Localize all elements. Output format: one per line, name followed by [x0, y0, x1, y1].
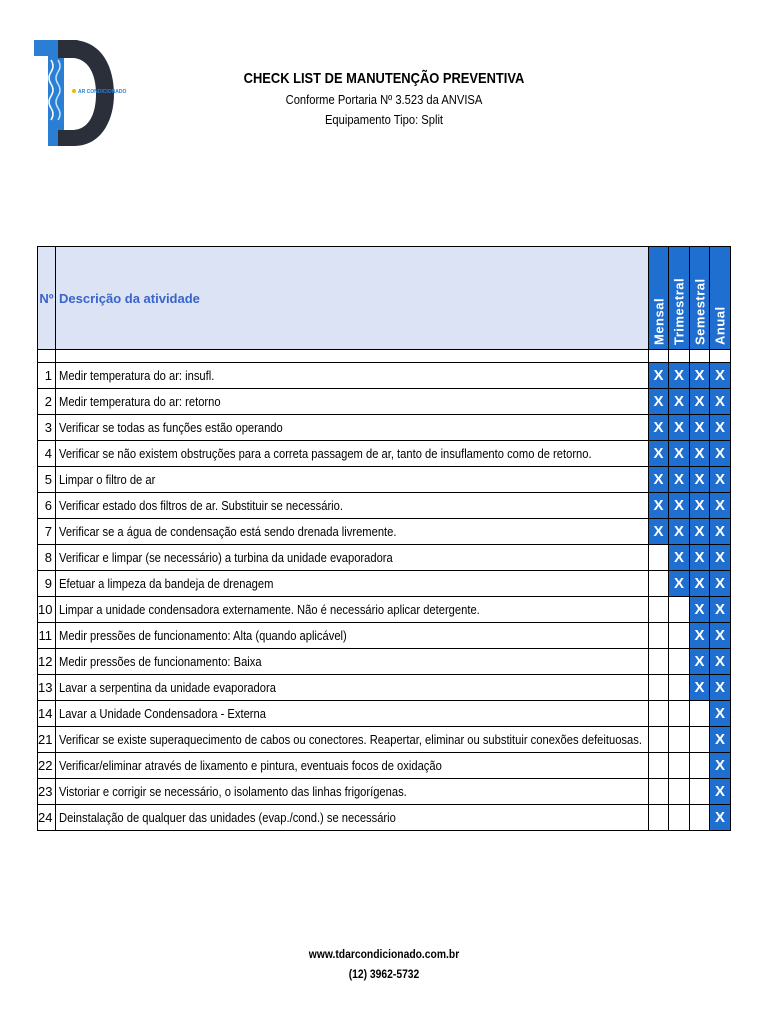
table-row	[38, 623, 731, 649]
column-header-mensal	[649, 247, 669, 350]
row-description	[56, 363, 649, 389]
mark-anual: X	[710, 519, 731, 545]
mark-mensal: X	[649, 467, 669, 493]
row-description	[56, 467, 649, 493]
table-header-row	[38, 247, 731, 350]
row-description	[56, 753, 649, 779]
mark-mensal: X	[649, 493, 669, 519]
empty-mensal	[649, 675, 669, 701]
mark-trimestral: X	[669, 415, 690, 441]
row-description-text: Vistoriar e corrigir se necessário, o isolamento das linhas frigorígenas.	[59, 784, 407, 799]
mark-anual: X	[710, 623, 731, 649]
mark-anual: X	[710, 571, 731, 597]
row-description-text: Limpar o filtro de ar	[59, 472, 156, 487]
mark-mensal: X	[649, 415, 669, 441]
mark-anual: X	[710, 753, 731, 779]
row-description	[56, 701, 649, 727]
empty-trimestral	[669, 623, 690, 649]
mark-anual: X	[710, 415, 731, 441]
empty-trimestral	[669, 753, 690, 779]
row-number: 24	[38, 805, 56, 831]
mark-semestral: X	[690, 623, 710, 649]
row-number: 22	[38, 753, 56, 779]
mark-trimestral: X	[669, 493, 690, 519]
row-description-text: Verificar se não existem obstruções para a correta passagem de ar, tanto de insuflamento como de retorno.	[59, 446, 592, 461]
row-description	[56, 779, 649, 805]
row-description	[56, 597, 649, 623]
empty-semestral	[690, 779, 710, 805]
empty-mensal	[649, 649, 669, 675]
empty-mensal	[649, 545, 669, 571]
row-description-text: Lavar a Unidade Condensadora - Externa	[59, 706, 266, 721]
row-number: 12	[38, 649, 56, 675]
table-row	[38, 415, 731, 441]
mark-semestral: X	[690, 467, 710, 493]
table-row	[38, 597, 731, 623]
table-row	[38, 441, 731, 467]
mark-semestral: X	[690, 597, 710, 623]
empty-mensal	[649, 571, 669, 597]
empty-mensal	[649, 623, 669, 649]
row-number: 1	[38, 363, 56, 389]
row-number: 23	[38, 779, 56, 805]
mark-trimestral: X	[669, 545, 690, 571]
row-description-text: Limpar a unidade condensadora externamente. Não é necessário aplicar detergente.	[59, 602, 480, 617]
row-description-text: Verificar e limpar (se necessário) a turbina da unidade evaporadora	[59, 550, 393, 565]
mark-semestral: X	[690, 649, 710, 675]
row-description-text: Verificar se a água de condensação está sendo drenada livremente.	[59, 524, 397, 539]
row-description	[56, 623, 649, 649]
mark-mensal: X	[649, 441, 669, 467]
row-number: 14	[38, 701, 56, 727]
row-description-text: Medir temperatura do ar: retorno	[59, 394, 221, 409]
row-description-text: Verificar estado dos filtros de ar. Substituir se necessário.	[59, 498, 343, 513]
mark-mensal: X	[649, 363, 669, 389]
header-spacer-row	[38, 350, 731, 363]
mark-semestral: X	[690, 545, 710, 571]
row-number: 5	[38, 467, 56, 493]
mark-anual: X	[710, 701, 731, 727]
mark-semestral: X	[690, 389, 710, 415]
empty-trimestral	[669, 727, 690, 753]
row-description	[56, 805, 649, 831]
page-subtitle-regulation: Conforme Portaria Nº 3.523 da ANVISA	[285, 92, 483, 107]
row-description-text: Lavar a serpentina da unidade evaporadora	[59, 680, 276, 695]
mark-anual: X	[710, 649, 731, 675]
row-description	[56, 519, 649, 545]
footer	[0, 944, 768, 984]
empty-semestral	[690, 727, 710, 753]
row-number: 6	[38, 493, 56, 519]
empty-semestral	[690, 753, 710, 779]
row-description-text: Medir pressões de funcionamento: Baixa	[59, 654, 262, 669]
table-row	[38, 727, 731, 753]
table-row	[38, 701, 731, 727]
table-row	[38, 675, 731, 701]
row-description-text: Efetuar a limpeza da bandeja de drenagem	[59, 576, 274, 591]
column-header-description: Descrição da atividade	[56, 247, 649, 350]
mark-anual: X	[710, 675, 731, 701]
mark-semestral: X	[690, 571, 710, 597]
table-row	[38, 363, 731, 389]
empty-mensal	[649, 805, 669, 831]
row-number: 11	[38, 623, 56, 649]
mark-trimestral: X	[669, 519, 690, 545]
empty-trimestral	[669, 597, 690, 623]
mark-anual: X	[710, 441, 731, 467]
mark-anual: X	[710, 805, 731, 831]
mark-trimestral: X	[669, 363, 690, 389]
mark-mensal: X	[649, 389, 669, 415]
empty-trimestral	[669, 805, 690, 831]
mark-trimestral: X	[669, 571, 690, 597]
empty-semestral	[690, 805, 710, 831]
phone-number: (12) 3962-5732	[348, 967, 420, 981]
row-number: 21	[38, 727, 56, 753]
mark-semestral: X	[690, 493, 710, 519]
row-number: 4	[38, 441, 56, 467]
table-row	[38, 805, 731, 831]
company-logo	[34, 40, 127, 148]
table-row	[38, 493, 731, 519]
table-row	[38, 753, 731, 779]
table-row	[38, 467, 731, 493]
row-description	[56, 545, 649, 571]
row-number: 8	[38, 545, 56, 571]
column-header-trimestral-label: Trimestral	[671, 277, 687, 345]
row-number: 7	[38, 519, 56, 545]
mark-anual: X	[710, 727, 731, 753]
empty-semestral	[690, 701, 710, 727]
document-header	[200, 70, 568, 127]
mark-semestral: X	[690, 675, 710, 701]
mark-trimestral: X	[669, 467, 690, 493]
column-header-number: Nº	[38, 247, 56, 350]
row-number: 2	[38, 389, 56, 415]
row-number: 10	[38, 597, 56, 623]
row-number: 13	[38, 675, 56, 701]
table-row	[38, 519, 731, 545]
row-description	[56, 389, 649, 415]
empty-trimestral	[669, 675, 690, 701]
row-description	[56, 727, 649, 753]
empty-mensal	[649, 779, 669, 805]
row-description-text: Verificar se existe superaquecimento de cabos ou conectores. Reapertar, eliminar ou substituir conexões defeituosas.	[59, 732, 642, 747]
mark-anual: X	[710, 597, 731, 623]
logo-text: AR CONDICIONADO	[78, 89, 127, 95]
table-row	[38, 779, 731, 805]
mark-semestral: X	[690, 363, 710, 389]
mark-semestral: X	[690, 441, 710, 467]
mark-semestral: X	[690, 415, 710, 441]
empty-mensal	[649, 753, 669, 779]
table-row	[38, 545, 731, 571]
row-description-text: Medir pressões de funcionamento: Alta (quando aplicável)	[59, 628, 347, 643]
row-description	[56, 649, 649, 675]
row-description	[56, 675, 649, 701]
mark-semestral: X	[690, 519, 710, 545]
mark-trimestral: X	[669, 389, 690, 415]
row-description	[56, 493, 649, 519]
empty-mensal	[649, 701, 669, 727]
empty-trimestral	[669, 649, 690, 675]
mark-anual: X	[710, 493, 731, 519]
empty-trimestral	[669, 701, 690, 727]
empty-trimestral	[669, 779, 690, 805]
row-description	[56, 415, 649, 441]
row-description	[56, 571, 649, 597]
row-description-text: Medir temperatura do ar: insufl.	[59, 368, 215, 383]
checklist-table	[37, 246, 731, 831]
row-number: 9	[38, 571, 56, 597]
mark-anual: X	[710, 363, 731, 389]
row-description-text: Verificar/eliminar através de lixamento e pintura, eventuais focos de oxidação	[59, 758, 442, 773]
mark-anual: X	[710, 467, 731, 493]
mark-anual: X	[710, 389, 731, 415]
mark-anual: X	[710, 779, 731, 805]
table-row	[38, 571, 731, 597]
mark-anual: X	[710, 545, 731, 571]
website-link[interactable]: www.tdarcondicionado.com.br	[308, 947, 460, 961]
column-header-semestral-label: Semestral	[692, 278, 707, 345]
row-description-text: Deinstalação de qualquer das unidades (evap./cond.) se necessário	[59, 810, 396, 825]
mark-trimestral: X	[669, 441, 690, 467]
column-header-trimestral	[669, 247, 690, 350]
page-title: CHECK LIST DE MANUTENÇÃO PREVENTIVA	[243, 70, 525, 87]
page-subtitle-equipment: Equipamento Tipo: Split	[324, 112, 444, 127]
column-header-semestral	[690, 247, 710, 350]
empty-mensal	[649, 597, 669, 623]
column-header-anual-label: Anual	[712, 306, 728, 345]
row-number: 3	[38, 415, 56, 441]
row-description-text: Verificar se todas as funções estão operando	[59, 420, 283, 435]
table-row	[38, 649, 731, 675]
mark-mensal: X	[649, 519, 669, 545]
column-header-anual	[710, 247, 731, 350]
column-header-mensal-label: Mensal	[651, 297, 666, 345]
row-description	[56, 441, 649, 467]
table-row	[38, 389, 731, 415]
